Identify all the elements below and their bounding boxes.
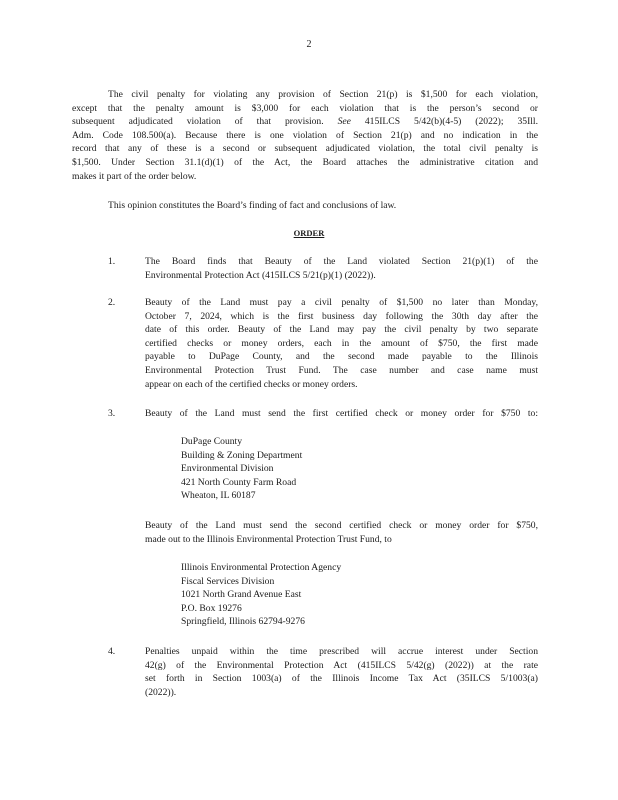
address-line: P.O. Box 19276 [181,602,242,614]
address-line: Illinois Environmental Protection Agency [181,562,342,573]
text-line: set forth in Section 1003(a) of the Illinois Income Tax Act (35ILCS 5/1003(a) [145,673,538,685]
text-line: record that any of these is a second or subsequent adjudicated violation, the total civil penalty is [72,143,538,155]
text-line: appear on each of the certified checks or money orders. [145,378,358,390]
text-line: Environmental Protection Act (415ILCS 5/21(p)(1) (2022)). [145,269,376,281]
text-line: date of this order. Beauty of the Land may pay the civil penalty by two separate [145,324,538,336]
item-number: 1. [108,256,116,267]
address-line: Springfield, Illinois 62794-9276 [181,616,305,628]
address-line: 421 North County Farm Road [181,476,297,488]
citation-signal: See [337,116,351,128]
order-item-4 [145,645,538,699]
iepa-address [181,561,341,629]
page-number: 2 [306,39,312,50]
address-line: Wheaton, IL 60187 [181,490,256,502]
text-line: October 7, 2024, which is the first business day following the 30th day after the [145,310,538,322]
text-line: Environmental Protection Trust Fund. The case number and case name must [145,364,538,376]
address-line: DuPage County [181,436,243,447]
text-line: Beauty of the Land must send the second certified check or money order for $750, [145,520,538,531]
address-line: 1021 North Grand Avenue East [181,589,302,601]
order-item-1 [145,255,538,282]
order-item-3 [145,407,538,421]
address-line: Building & Zoning Department [181,449,303,461]
text-line: payable to DuPage County, and the second made payable to the Illinois [145,351,538,363]
text-line: The Board finds that Beauty of the Land violated Section 21(p)(1) of the [145,256,538,267]
text-line: Penalties unpaid within the time prescribed will accrue interest under Section [145,646,538,657]
order-heading: ORDER [293,228,325,238]
text-line: Beauty of the Land must pay a civil penalty of $1,500 no later than Monday, [145,297,538,308]
penalty-paragraph [72,88,538,183]
text-line: except that the penalty amount is $3,000 for each violation that is the person’s second or [72,102,538,114]
text-line: The civil penalty for violating any provision of Section 21(p) is $1,500 for each violation, [108,89,538,100]
text-line: made out to the Illinois Environmental Protection Trust Fund, to [145,533,392,545]
order-item-2 [145,296,538,391]
item-number: 4. [108,646,116,657]
text-line: Beauty of the Land must send the first certified check or money order for $750 to: [145,408,538,419]
item-number: 2. [108,297,116,308]
dupage-address [181,435,302,503]
order-item-3-second [145,519,538,546]
text-line: (2022)). [145,686,177,698]
item-number: 3. [108,408,116,419]
text-line: 42(g) of the Environmental Protection Act (415ILCS 5/42(g) (2022)) at the rate [145,659,538,671]
text-line: Adm. Code 108.500(a). Because there is one violation of Section 21(p) and no indication in the [72,129,538,141]
conclusion-paragraph [108,199,538,213]
text-line: certified checks or money orders, each in the amount of $750, the first made [145,337,538,349]
text-line: makes it part of the order below. [72,170,197,182]
text-line: subsequent adjudicated violation of that provision. See 415ILCS 5/42(b)(4-5) (2022); 35Ill. [72,116,538,128]
address-line: Fiscal Services Division [181,575,275,587]
text-line: This opinion constitutes the Board’s finding of fact and conclusions of law. [108,200,397,211]
address-line: Environmental Division [181,463,274,475]
text-line: $1,500. Under Section 31.1(d)(1) of the Act, the Board attaches the administrative citation and [72,156,538,168]
